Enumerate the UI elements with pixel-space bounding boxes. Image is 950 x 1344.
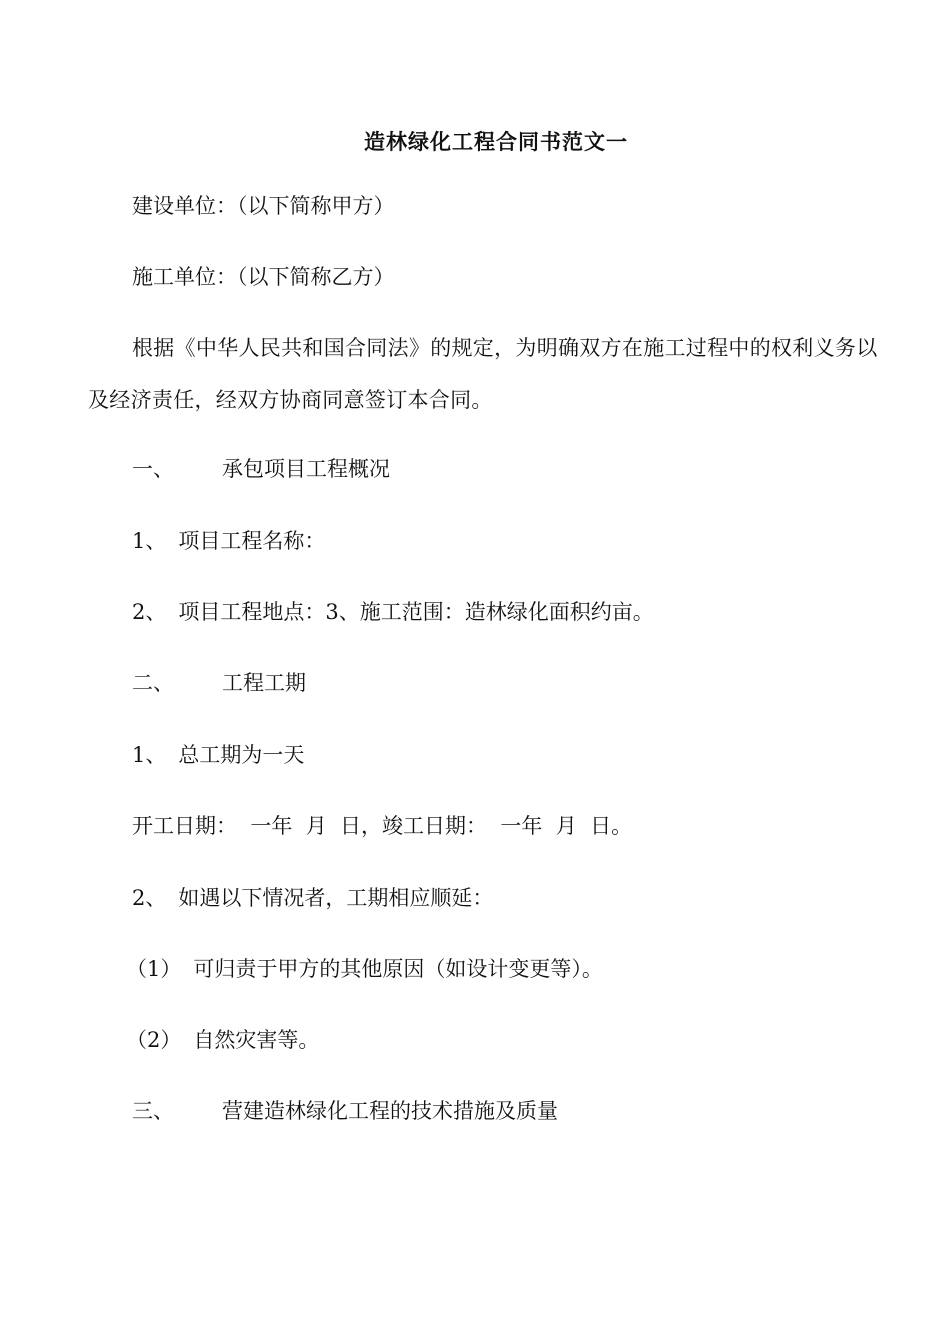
item-2-1 bbox=[132, 741, 304, 769]
item-number: 1、 bbox=[132, 529, 167, 553]
section-number: 二、 bbox=[132, 671, 174, 695]
item-text: 自然灾害等。 bbox=[193, 1028, 320, 1052]
item-text: 总工期为一天 bbox=[178, 743, 305, 767]
item-number: 1、 bbox=[132, 743, 167, 767]
work-dates-line: 开工日期： 一年 月 日，竣工日期： 一年 月 日。 bbox=[132, 814, 633, 838]
party-b-line: 施工单位：（以下简称乙方） bbox=[132, 265, 395, 289]
section-text: 工程工期 bbox=[222, 671, 306, 695]
document-title: 造林绿化工程合同书范文一 bbox=[364, 129, 628, 154]
section-number: 三、 bbox=[132, 1099, 174, 1123]
section-3-heading bbox=[132, 1097, 558, 1125]
item-text: 项目工程地点：3、施工范围：造林绿化面积约亩。 bbox=[178, 600, 654, 624]
item-1-2 bbox=[132, 598, 654, 626]
section-number: 一、 bbox=[132, 457, 174, 481]
intro-paragraph: 根据《中华人民共和国合同法》的规定，为明确双方在施工过程中的权利义务以及经济责任，经双方协商同意签订本合同。 bbox=[88, 336, 878, 412]
item-number: 2、 bbox=[132, 886, 167, 910]
item-text: 项目工程名称： bbox=[178, 529, 326, 553]
item-1-1 bbox=[132, 527, 325, 555]
item-number: 2、 bbox=[132, 600, 167, 624]
item-number: （2） bbox=[126, 1028, 182, 1052]
item-number: （1） bbox=[126, 957, 182, 981]
section-text: 营建造林绿化工程的技术措施及质量 bbox=[222, 1099, 558, 1123]
item-2-2-2 bbox=[126, 1026, 319, 1054]
party-a-line: 建设单位：（以下简称甲方） bbox=[132, 194, 395, 218]
section-1-heading bbox=[132, 455, 390, 483]
item-2-2 bbox=[132, 884, 493, 912]
item-text: 可归责于甲方的其他原因（如设计变更等）。 bbox=[193, 957, 603, 981]
section-2-heading bbox=[132, 669, 306, 697]
item-text: 如遇以下情况者，工期相应顺延： bbox=[178, 886, 494, 910]
section-text: 承包项目工程概况 bbox=[222, 457, 390, 481]
item-2-2-1 bbox=[126, 955, 603, 983]
